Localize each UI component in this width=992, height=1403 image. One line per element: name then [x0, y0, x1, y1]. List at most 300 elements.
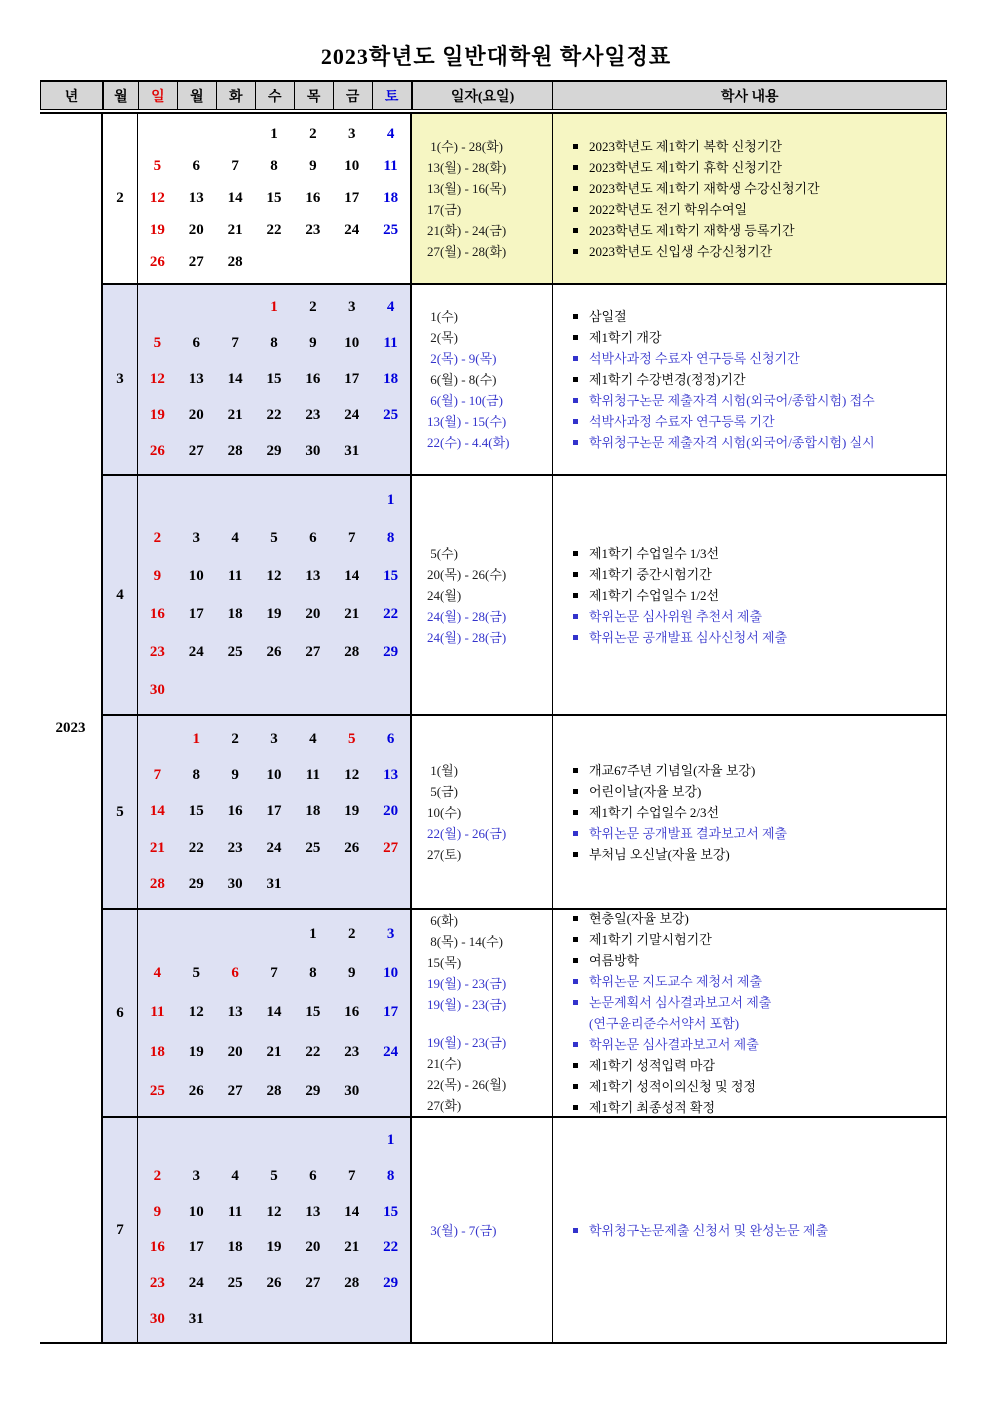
- calendar-day: 20: [305, 605, 321, 622]
- calendar-day: 15: [383, 567, 399, 584]
- calendar-week: [138, 1168, 410, 1185]
- calendar-day: 18: [383, 370, 399, 387]
- date-line: 19(월) - 23(금): [427, 976, 507, 991]
- calendar-day: [216, 492, 255, 509]
- calendar-day: 8: [270, 335, 278, 352]
- calendar-day: 7: [347, 529, 356, 546]
- bullet-icon: [573, 1105, 578, 1110]
- calendar-day: [371, 876, 410, 893]
- content-line: [573, 992, 946, 1013]
- bullet-icon: [573, 852, 578, 857]
- date-line: 13(월) - 15(수): [427, 414, 507, 429]
- date-line: 27(월) - 28(화): [427, 243, 507, 259]
- calendar-day: [138, 926, 177, 943]
- calendar-day: 28: [149, 876, 165, 893]
- date-line: 1(월): [427, 762, 458, 778]
- content-line: [573, 929, 946, 950]
- calendar-day: 20: [188, 406, 204, 423]
- date-line: 22(월) - 26(금): [427, 825, 507, 841]
- bullet-icon: [573, 979, 578, 984]
- calendar-day: 28: [266, 1082, 282, 1099]
- calendar-day: 4: [386, 299, 395, 316]
- content-text: 학위논문 심사위원 추천서 제출: [589, 608, 763, 624]
- calendar-week: [138, 767, 410, 784]
- bullet-icon: [573, 228, 578, 233]
- calendar-day: [332, 254, 371, 271]
- calendar-day: 13: [188, 370, 204, 387]
- calendar-day: [138, 731, 177, 748]
- month-label: 5: [103, 716, 138, 908]
- content-text: 2023학년도 제1학기 재학생 등록기간: [589, 222, 795, 238]
- bullet-icon: [573, 1042, 578, 1047]
- month-label: 2: [103, 114, 138, 283]
- calendar-day: 16: [227, 803, 243, 820]
- calendar-day: 25: [383, 221, 399, 238]
- content-line: [573, 306, 946, 327]
- date-line: 13(월) - 28(화): [427, 159, 507, 175]
- calendar-day: 18: [383, 189, 399, 206]
- calendar-day: 9: [153, 1203, 162, 1220]
- calendar-day: 2: [231, 730, 239, 747]
- month-label: 7: [103, 1118, 138, 1342]
- content-text: 제1학기 수업일수 2/3선: [589, 804, 720, 820]
- content-line: [573, 950, 946, 971]
- calendar-day: 14: [227, 370, 243, 387]
- content-column: [553, 716, 947, 908]
- date-line: 1(수) - 28(화): [427, 138, 504, 154]
- calendar-day: 16: [344, 1004, 360, 1021]
- content-line: [573, 585, 946, 606]
- content-line: [573, 971, 946, 992]
- content-text: 학위논문 지도교수 제청서 제출: [589, 974, 763, 989]
- calendar-day: 21: [344, 1239, 360, 1256]
- calendar-day: 14: [344, 567, 360, 584]
- calendar-day: 11: [228, 1203, 243, 1220]
- date-line: 5(수): [427, 545, 458, 561]
- calendar-day: 7: [153, 767, 162, 784]
- calendar-day: 8: [309, 965, 317, 982]
- bullet-icon: [573, 207, 578, 212]
- calendar-day: [216, 1311, 255, 1328]
- calendar-day: 12: [266, 567, 282, 584]
- date-line: 3(월) - 7(금): [427, 1222, 497, 1238]
- calendar-day: 3: [270, 730, 278, 747]
- content-text: 삼일절: [589, 309, 627, 324]
- calendar-day: 2: [309, 299, 317, 316]
- bullet-icon: [573, 916, 578, 921]
- calendar-day: 11: [228, 567, 243, 584]
- calendar-day: 27: [305, 643, 321, 660]
- month-row-7: [103, 1118, 947, 1342]
- calendar-day: 2: [347, 926, 356, 943]
- calendar-day: [293, 492, 332, 509]
- calendar-day: 10: [383, 965, 399, 982]
- calendar-day: 20: [383, 803, 399, 820]
- calendar-day: 25: [149, 1082, 165, 1099]
- header-day-cells: [139, 82, 413, 109]
- calendar-day: 26: [188, 1082, 204, 1099]
- calendar-week: [138, 965, 410, 982]
- calendar-day: 1: [192, 730, 201, 747]
- calendar-day: [332, 1311, 371, 1328]
- calendar-day: 9: [231, 767, 239, 784]
- date-line: 1(수): [427, 309, 458, 324]
- calendar-day: 7: [270, 965, 278, 982]
- calendar-day: 20: [305, 1239, 321, 1256]
- header-cell-day-목: 목: [295, 82, 334, 109]
- content-column: [553, 910, 947, 1116]
- content-line: [573, 1097, 946, 1116]
- calendar-day: 17: [188, 1239, 204, 1256]
- content-line: [573, 157, 946, 178]
- calendar-day: 19: [344, 803, 360, 820]
- bullet-icon: [573, 1084, 578, 1089]
- calendar-day: 23: [305, 406, 321, 423]
- content-text: 석박사과정 수료자 연구등록 기간: [589, 414, 775, 429]
- calendar-day: 25: [383, 406, 399, 423]
- content-text: 논문계획서 심사결과보고서 제출: [589, 995, 772, 1010]
- calendar-week: [138, 1044, 410, 1061]
- content-column: [553, 285, 947, 474]
- bullet-icon: [573, 635, 578, 640]
- calendar-day: 8: [386, 529, 395, 546]
- mini-calendar: [138, 716, 412, 908]
- bullet-icon: [573, 186, 578, 191]
- calendar-day: [138, 1132, 177, 1149]
- content-text: 부처님 오신날(자율 보강): [589, 846, 730, 862]
- content-text: 제1학기 성적이의신청 및 정정: [589, 1079, 756, 1094]
- content-line: [573, 1220, 946, 1241]
- bullet-icon: [573, 768, 578, 773]
- content-text: 제1학기 중간시험기간: [589, 566, 712, 582]
- calendar-day: 22: [266, 406, 282, 423]
- calendar-day: 10: [188, 567, 204, 584]
- calendar-day: 4: [386, 126, 395, 143]
- calendar-week: [138, 1004, 410, 1021]
- calendar-week: [138, 606, 410, 623]
- date-line: 22(수) - 4.4(화): [427, 435, 510, 450]
- calendar-day: 10: [266, 767, 282, 784]
- calendar-day: 7: [347, 1167, 356, 1184]
- table-body: [40, 112, 947, 1344]
- calendar-day: 22: [383, 605, 399, 622]
- calendar-day: 6: [192, 158, 201, 175]
- calendar-day: [332, 1132, 371, 1149]
- calendar-day: [293, 876, 332, 893]
- calendar-day: [177, 1132, 216, 1149]
- bullet-icon: [573, 398, 578, 403]
- calendar-day: [332, 492, 371, 509]
- content-line: [573, 627, 946, 648]
- calendar-week: [138, 1132, 410, 1149]
- calendar-day: 27: [383, 839, 399, 856]
- calendar-day: [293, 1132, 332, 1149]
- content-line: [573, 411, 946, 432]
- calendar-day: 8: [192, 767, 201, 784]
- calendar-week: [138, 158, 410, 175]
- calendar-day: 25: [305, 839, 321, 856]
- content-text: 제1학기 성적입력 마감: [589, 1058, 716, 1073]
- calendar-day: [371, 1083, 410, 1100]
- calendar-day: 11: [383, 158, 398, 175]
- calendar-day: 5: [153, 158, 162, 175]
- header-cell-day-월: 월: [178, 82, 217, 109]
- calendar-week: [138, 568, 410, 585]
- content-text: 학위청구논문 제출자격 시험(외국어/종합시험) 접수: [589, 393, 875, 408]
- calendar-day: 9: [309, 158, 317, 175]
- calendar-day: 14: [266, 1004, 282, 1021]
- calendar-day: 28: [344, 643, 360, 660]
- calendar-day: 18: [227, 605, 243, 622]
- calendar-day: 18: [305, 803, 321, 820]
- content-line: [573, 241, 946, 262]
- calendar-day: 11: [305, 767, 320, 784]
- month-label: 4: [103, 476, 138, 714]
- calendar-day: 13: [383, 767, 399, 784]
- calendar-week: [138, 530, 410, 547]
- calendar-day: [216, 926, 255, 943]
- content-text: 2022학년도 전기 학위수여일: [589, 201, 748, 217]
- calendar-day: 13: [227, 1004, 243, 1021]
- bullet-icon: [573, 144, 578, 149]
- calendar-day: 27: [305, 1274, 321, 1291]
- calendar-day: 23: [227, 839, 243, 856]
- table-header-row: [40, 80, 947, 110]
- calendar-day: 15: [383, 1203, 399, 1220]
- calendar-day: [138, 126, 177, 143]
- month-row-5: [103, 716, 947, 910]
- content-text: 제1학기 개강: [589, 330, 662, 345]
- calendar-week: [138, 803, 410, 820]
- content-line: [573, 1034, 946, 1055]
- calendar-day: 21: [227, 406, 243, 423]
- calendar-day: 2: [153, 529, 162, 546]
- content-text: 학위논문 심사결과보고서 제출: [589, 1037, 759, 1052]
- content-line: [573, 781, 946, 802]
- calendar-day: 2: [153, 1167, 162, 1184]
- date-line: 17(금): [427, 201, 462, 217]
- calendar-day: 6: [231, 965, 239, 982]
- calendar-day: 8: [386, 1167, 395, 1184]
- calendar-day: 13: [305, 1203, 321, 1220]
- calendar-day: 3: [347, 299, 356, 316]
- content-line: [573, 199, 946, 220]
- calendar-week: [138, 443, 410, 460]
- calendar-day: 20: [227, 1043, 243, 1060]
- bullet-icon: [573, 314, 578, 319]
- calendar-week: [138, 371, 410, 388]
- calendar-week: [138, 492, 410, 509]
- calendar-day: 22: [188, 839, 204, 856]
- calendar-day: 4: [231, 529, 239, 546]
- content-text: 학위청구논문제출 신청서 및 완성논문 제출: [589, 1222, 829, 1238]
- calendar-week: [138, 222, 410, 239]
- date-line: 6(화): [427, 913, 458, 928]
- calendar-day: 19: [188, 1043, 204, 1060]
- bullet-icon: [573, 1000, 578, 1005]
- content-text: 제1학기 기말시험기간: [589, 932, 712, 947]
- calendar-week: [138, 840, 410, 857]
- calendar-day: 23: [149, 1274, 165, 1291]
- date-line: 8(목) - 14(수): [427, 934, 504, 949]
- calendar-day: 23: [305, 221, 321, 238]
- calendar-day: 1: [386, 1132, 395, 1149]
- date-line: 2(목) - 9(목): [427, 351, 497, 366]
- month-rows: [103, 114, 947, 1342]
- calendar-day: 22: [266, 221, 282, 238]
- content-line: [573, 844, 946, 865]
- calendar-day: [255, 682, 294, 699]
- date-line: 21(수): [427, 1056, 462, 1071]
- content-text: 2023학년도 제1학기 재학생 수강신청기간: [589, 180, 820, 196]
- calendar-day: [371, 1311, 410, 1328]
- calendar-day: 3: [347, 126, 356, 143]
- calendar-week: [138, 1083, 410, 1100]
- content-line: [573, 760, 946, 781]
- calendar-day: [293, 254, 332, 271]
- calendar-day: 19: [149, 221, 165, 238]
- calendar-day: 28: [227, 442, 243, 459]
- calendar-week: [138, 1204, 410, 1221]
- month-label: 3: [103, 285, 138, 474]
- calendar-day: [293, 1311, 332, 1328]
- calendar-day: 1: [270, 299, 278, 316]
- content-text: 2023학년도 제1학기 복학 신청기간: [589, 138, 782, 154]
- content-line: [573, 1055, 946, 1076]
- calendar-day: 12: [149, 189, 165, 206]
- calendar-day: 16: [305, 370, 321, 387]
- bullet-icon: [573, 1063, 578, 1068]
- calendar-day: 12: [266, 1203, 282, 1220]
- content-text: 학위청구논문 제출자격 시험(외국어/종합시험) 실시: [589, 435, 875, 450]
- content-column: [553, 114, 947, 283]
- calendar-day: 15: [305, 1004, 321, 1021]
- date-line: 6(월) - 10(금): [427, 393, 504, 408]
- calendar-day: [371, 682, 410, 699]
- date-line: 24(월): [427, 587, 462, 603]
- calendar-day: 24: [344, 221, 360, 238]
- calendar-week: [138, 926, 410, 943]
- month-row-3: [103, 285, 947, 476]
- calendar-day: 29: [383, 643, 399, 660]
- calendar-week: [138, 299, 410, 316]
- bullet-icon: [573, 165, 578, 170]
- mini-calendar: [138, 114, 412, 283]
- calendar-day: 24: [188, 1274, 204, 1291]
- date-line: 22(목) - 26(월): [427, 1077, 507, 1092]
- bullet-icon: [573, 356, 578, 361]
- date-line: 2(목): [427, 330, 458, 345]
- calendar-day: 21: [227, 221, 243, 238]
- calendar-day: 23: [344, 1043, 360, 1060]
- date-column: [412, 716, 553, 908]
- calendar-day: 14: [149, 803, 165, 820]
- calendar-day: 30: [305, 442, 321, 459]
- header-cell-day-금: 금: [334, 82, 373, 109]
- mini-calendar: [138, 285, 412, 474]
- calendar-day: 18: [227, 1239, 243, 1256]
- content-text: 제1학기 수강변경(정정)기간: [589, 372, 746, 387]
- calendar-day: 4: [309, 730, 317, 747]
- bullet-icon: [573, 937, 578, 942]
- header-cell-month: 월: [104, 82, 139, 109]
- content-text: 제1학기 수업일수 1/3선: [589, 545, 720, 561]
- content-line: [573, 802, 946, 823]
- calendar-day: [255, 926, 294, 943]
- calendar-day: 11: [150, 1004, 165, 1021]
- bullet-icon: [573, 614, 578, 619]
- calendar-day: 26: [149, 442, 165, 459]
- calendar-day: 24: [188, 643, 204, 660]
- calendar-day: 31: [344, 442, 360, 459]
- date-line: 24(월) - 28(금): [427, 629, 507, 645]
- calendar-day: 9: [153, 567, 162, 584]
- calendar-day: 17: [344, 189, 360, 206]
- calendar-day: 10: [344, 335, 360, 352]
- calendar-day: 29: [266, 442, 282, 459]
- calendar-day: 14: [227, 189, 243, 206]
- content-line: [573, 348, 946, 369]
- calendar-week: [138, 1275, 410, 1292]
- calendar-day: 17: [266, 803, 282, 820]
- calendar-day: [332, 876, 371, 893]
- content-text: 현충일(자율 보강): [589, 911, 689, 926]
- calendar-week: [138, 644, 410, 661]
- calendar-day: 6: [309, 1167, 317, 1184]
- calendar-day: 27: [188, 442, 204, 459]
- bullet-icon: [573, 789, 578, 794]
- header-cell-content: 학사 내용: [553, 82, 947, 109]
- calendar-day: 28: [344, 1274, 360, 1291]
- date-line: 20(목) - 26(수): [427, 566, 507, 582]
- header-cell-day-수: 수: [256, 82, 295, 109]
- calendar-day: [371, 254, 410, 271]
- content-text: 여름방학: [589, 953, 640, 968]
- mini-calendar: [138, 910, 412, 1116]
- calendar-day: [216, 126, 255, 143]
- calendar-day: 26: [149, 253, 165, 270]
- calendar-day: 16: [149, 1239, 165, 1256]
- date-line: 15(목): [427, 955, 462, 970]
- calendar-day: 12: [149, 370, 165, 387]
- date-line: 24(월) - 28(금): [427, 608, 507, 624]
- bullet-icon: [573, 335, 578, 340]
- calendar-day: 31: [266, 876, 282, 893]
- calendar-day: 1: [386, 491, 395, 508]
- bullet-icon: [573, 958, 578, 963]
- calendar-day: 22: [305, 1043, 321, 1060]
- month-row-4: [103, 476, 947, 716]
- calendar-day: [255, 1311, 294, 1328]
- calendar-day: 3: [386, 926, 395, 943]
- calendar-day: 8: [270, 158, 278, 175]
- calendar-day: 27: [227, 1082, 243, 1099]
- content-text: 2023학년도 신입생 수강신청기간: [589, 243, 773, 259]
- calendar-day: 23: [149, 643, 165, 660]
- calendar-day: 6: [386, 730, 395, 747]
- calendar-day: 13: [188, 189, 204, 206]
- calendar-day: [177, 926, 216, 943]
- date-line: 5(금): [427, 783, 458, 799]
- content-line: [573, 390, 946, 411]
- calendar-day: 9: [347, 965, 356, 982]
- content-text: 학위논문 공개발표 심사신청서 제출: [589, 629, 788, 645]
- calendar-day: [138, 492, 177, 509]
- calendar-day: 20: [188, 221, 204, 238]
- calendar-day: 2: [309, 126, 317, 143]
- header-cell-day-토: 토: [384, 89, 399, 105]
- calendar-day: [255, 492, 294, 509]
